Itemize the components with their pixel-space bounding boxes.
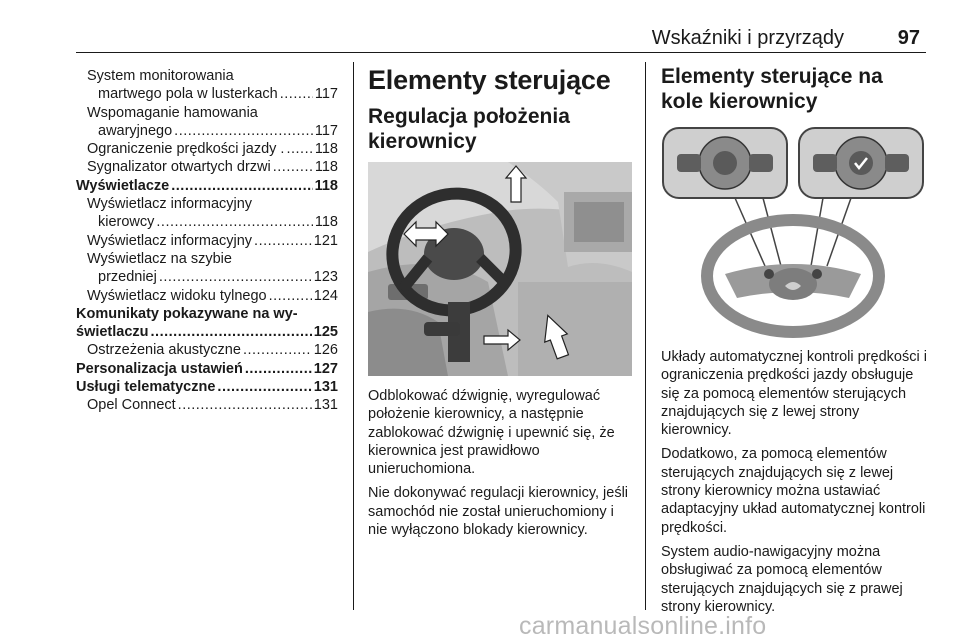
toc-entry-title: Komunikaty pokazywane na wy-	[76, 305, 298, 322]
paragraph: Dodatkowo, za pomocą elementów sterujących znajdujących się z lewej strony kierownicy można ustawiać adaptacyjny układ automatycznej kontroli prędkości.	[661, 446, 926, 536]
paragraph: Odblokować dźwignię, wyregulować położenie kierownicy, a następnie zablokować dźwignię i upewnić się, że kierownica jest prawidłowo unieruchomiona.	[368, 388, 615, 478]
toc-leader	[273, 158, 313, 176]
steering-wheel-controls-diagram	[661, 126, 925, 338]
toc-entry-title: Wspomaganie hamowania	[87, 104, 258, 121]
toc-entry-title: świetlaczu	[76, 324, 149, 341]
toc-entry-title: Wyświetlacz informacyjny	[87, 196, 253, 213]
toc-entry-title: awaryjnego	[98, 122, 173, 139]
toc-entry	[76, 396, 338, 414]
toc-leader	[269, 287, 312, 305]
toc-leader	[156, 213, 312, 231]
toc-page-number: 124	[313, 287, 338, 304]
toc-entry-title: Wyświetlacz informacyjny	[87, 232, 253, 249]
toc-leader	[171, 177, 312, 195]
section-heading: Elementy sterujące	[368, 65, 611, 95]
toc-entry	[76, 250, 338, 287]
toc-leader	[159, 268, 312, 286]
right-column	[661, 64, 931, 114]
watermark: carmanualsonline.info	[519, 612, 767, 640]
toc-entry-title: martwego pola w lusterkach	[98, 86, 278, 103]
toc-entry	[76, 140, 338, 158]
toc-page-number: 125	[313, 324, 338, 341]
toc-entry-title: kierowcy	[98, 214, 155, 231]
toc-entry	[76, 341, 338, 359]
toc-leader	[178, 396, 312, 414]
toc-page-number: 118	[314, 159, 338, 176]
toc-entry	[76, 67, 338, 104]
toc-entry-title: Personalizacja ustawień	[76, 360, 243, 377]
toc-entry	[76, 378, 338, 396]
subsection-heading: Regulacja położenia kierownicy	[368, 105, 570, 153]
page-number: 97	[897, 27, 920, 49]
toc-entry-title: przedniej	[98, 269, 157, 286]
right-heading: Elementy sterujące na kole kierownicy	[661, 65, 883, 113]
toc-entry-title: Opel Connect	[87, 397, 176, 414]
toc-entry-title: Wyświetlacz na szybie	[87, 250, 232, 267]
chapter-title: Wskaźniki i przyrządy	[651, 27, 844, 49]
toc-entry-title: Usługi telematyczne	[76, 379, 216, 396]
toc-entry-title: Ograniczenie prędkości jazdy .	[87, 141, 285, 158]
toc-page-number: 118	[314, 214, 338, 231]
toc-entry-title: Ostrzeżenia akustyczne	[87, 342, 241, 359]
toc-entry	[76, 360, 338, 378]
toc-entry	[76, 104, 338, 141]
toc-entry	[76, 232, 338, 250]
toc-page-number: 117	[314, 86, 338, 103]
toc-page-number: 131	[313, 397, 338, 414]
toc-page-number: 131	[313, 379, 338, 396]
toc-leader	[243, 341, 312, 359]
column-divider-left	[353, 62, 354, 610]
middle-column	[368, 64, 634, 154]
toc-entry-title: System monitorowania	[87, 68, 234, 84]
toc-page-number: 127	[313, 360, 338, 377]
toc-entry-title: Sygnalizator otwartych drzwi	[87, 159, 271, 176]
toc-entry	[76, 305, 338, 342]
right-text	[661, 348, 931, 616]
toc-page-number: 126	[313, 342, 338, 359]
toc-leader	[245, 360, 312, 378]
steering-adjustment-photo	[368, 162, 632, 376]
paragraph: System audio-nawigacyjny można obsługiwać za pomocą elementów sterujących znajdujących się z prawej strony kierownicy.	[661, 543, 903, 615]
toc-page-number: 118	[314, 141, 338, 158]
toc-entry	[76, 287, 338, 305]
toc-entry	[76, 158, 338, 176]
toc-page-number: 118	[314, 177, 338, 194]
toc-entry	[76, 195, 338, 232]
toc-leader	[174, 122, 313, 140]
toc-leader	[217, 378, 311, 396]
toc-leader	[151, 323, 312, 341]
paragraph: Układy automatycznej kontroli prędkości i ograniczenia prędkości jazdy obsługuje się za pomocą elementów sterujących znajdujących się z lewej strony kierownicy.	[661, 349, 927, 439]
column-divider-right	[645, 62, 646, 610]
toc-leader	[286, 140, 312, 158]
middle-text	[368, 387, 634, 539]
toc-page-number: 121	[313, 232, 338, 249]
toc-leader	[280, 85, 313, 103]
toc-entry-title: Wyświetlacz widoku tylnego	[87, 287, 267, 304]
toc-entry	[76, 177, 338, 195]
toc-leader	[254, 232, 312, 250]
header-divider	[76, 52, 926, 53]
toc-page-number: 117	[314, 122, 338, 139]
toc-entry-title: Wyświetlacze	[76, 177, 170, 194]
paragraph: Nie dokonywać regulacji kierownicy, jeśli samochód nie został unieruchomiony i nie wyłączono blokady kierownicy.	[368, 485, 629, 539]
table-of-contents	[76, 67, 338, 415]
toc-page-number: 123	[313, 269, 338, 286]
